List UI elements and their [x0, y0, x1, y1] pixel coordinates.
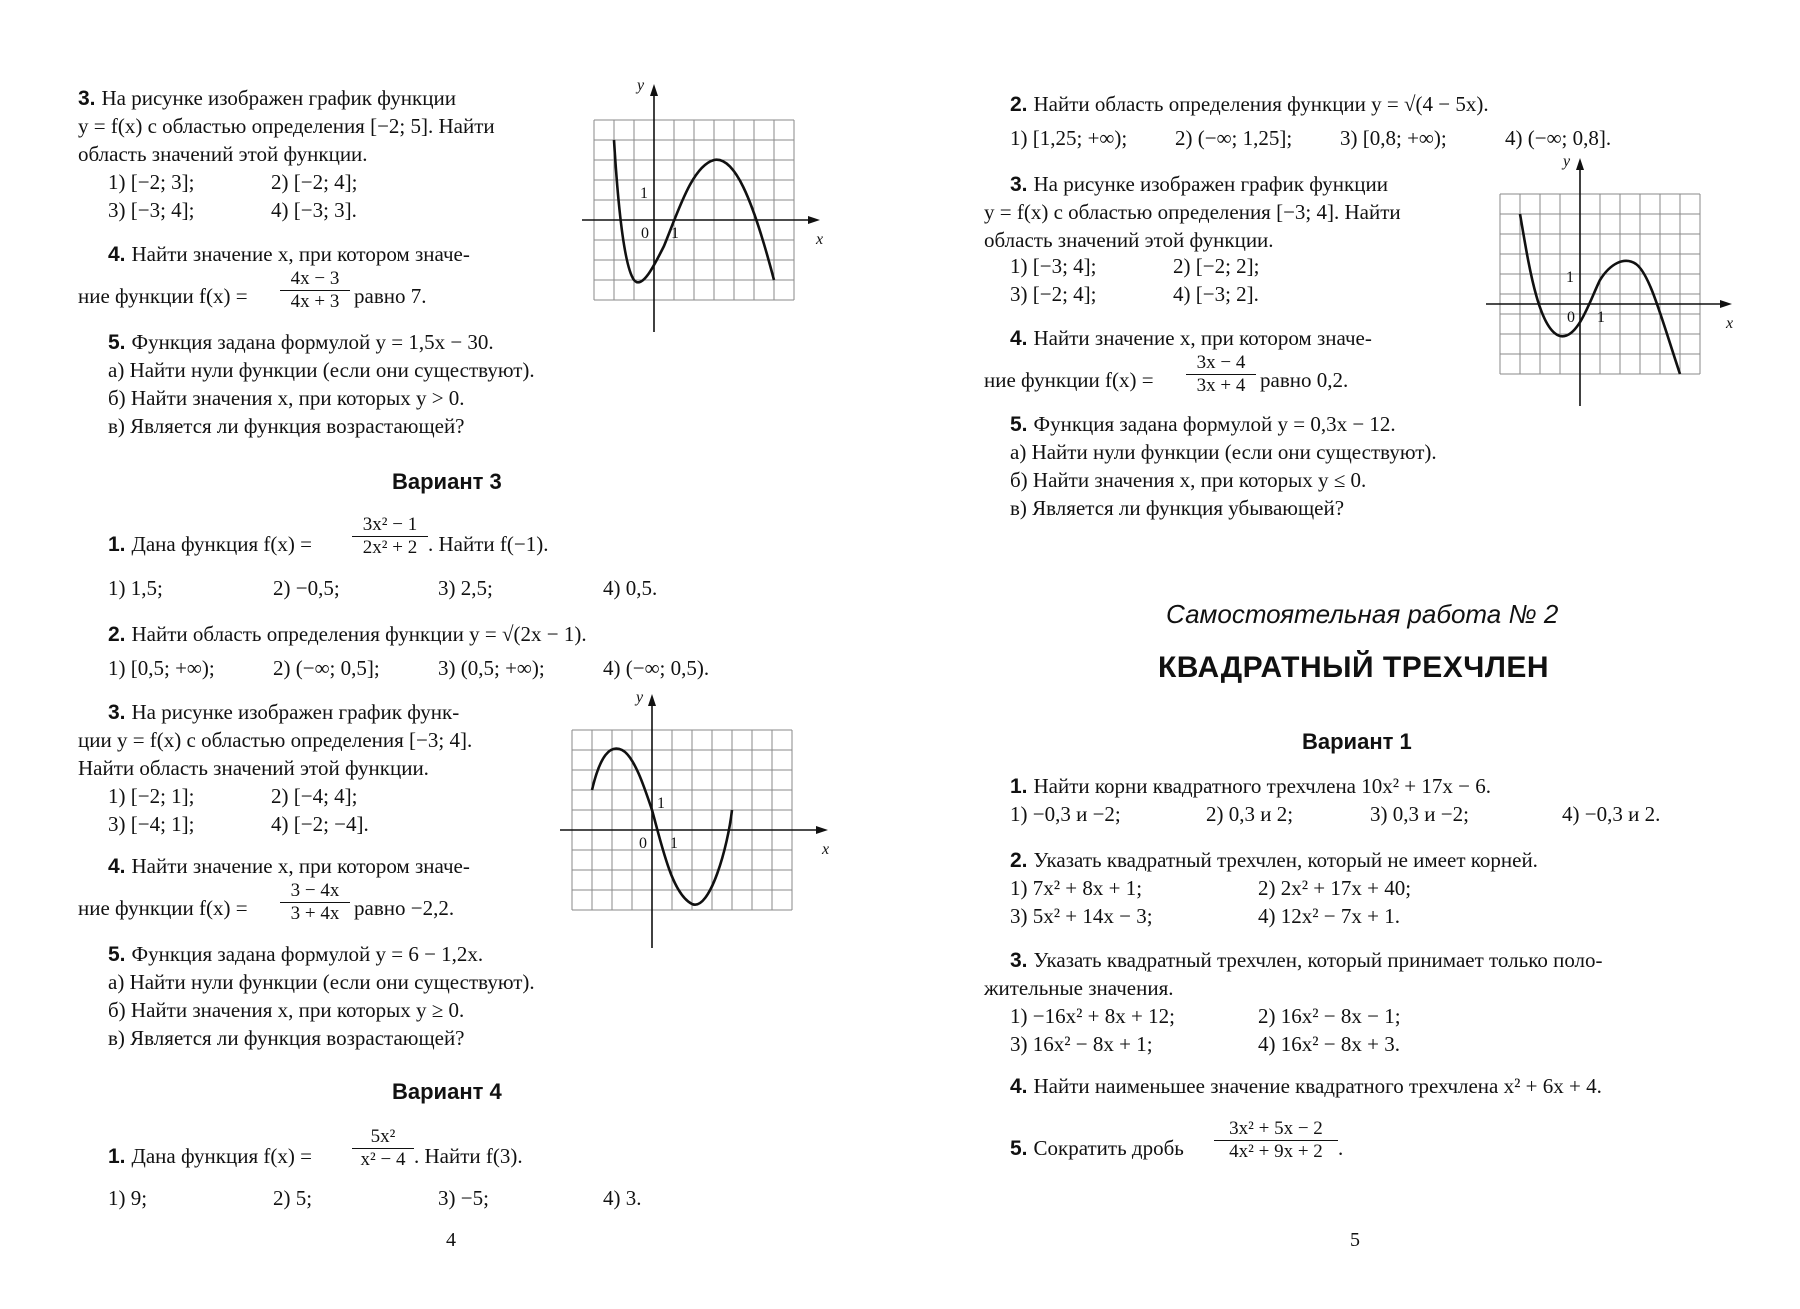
v3-task3-line1 — [108, 698, 459, 727]
x-axis-arrow-icon — [808, 216, 820, 224]
grid — [594, 120, 794, 300]
v3-task3-line2: ции y = f(x) с областью определения [−3; 4]. — [78, 728, 473, 752]
option: 3) 5x² + 14x − 3; — [1010, 904, 1153, 928]
y-axis-arrow-icon — [650, 84, 658, 96]
task-number: 2. — [1010, 849, 1028, 872]
v3-task5-item-a: а) Найти нули функции (если они существуют). — [108, 970, 535, 994]
task5-line1 — [1010, 410, 1396, 439]
v3-task1-prefix — [108, 530, 312, 559]
option: 3) [−3; 4]; — [108, 198, 195, 222]
fraction — [280, 880, 350, 925]
task3-line1 — [78, 84, 456, 113]
v3-task1-suffix: . Найти f(−1). — [428, 532, 549, 556]
fraction — [352, 1126, 414, 1171]
task4-formula-suffix: равно 7. — [354, 284, 427, 308]
task-text: Найти значение x, при котором значе- — [131, 854, 470, 878]
v1-task2-line — [1010, 846, 1538, 875]
fraction — [280, 268, 350, 313]
option: 3) [−4; 1]; — [108, 812, 195, 836]
option: 2) 2x² + 17x + 40; — [1258, 876, 1412, 900]
option: 2) (−∞; 1,25]; — [1175, 126, 1293, 150]
task-text: Найти область определения функции y = √(4 − 5x). — [1033, 92, 1489, 116]
fraction-numerator: 3x − 4 — [1186, 352, 1256, 375]
v1-task1-line — [1010, 772, 1491, 801]
origin-label: 0 — [641, 225, 649, 242]
task3-line2: y = f(x) с областью определения [−3; 4]. Найти — [984, 200, 1401, 224]
task5-item-a: а) Найти нули функции (если они существуют). — [108, 358, 535, 382]
option: 3) [−2; 4]; — [1010, 282, 1097, 306]
task5-item-c: в) Является ли функция убывающей? — [1010, 496, 1345, 520]
task-text: На рисунке изображен график функции — [101, 86, 456, 110]
option: 1) [1,25; +∞); — [1010, 126, 1128, 150]
task-text: Найти корни квадратного трехчлена 10x² + 17x − 6. — [1033, 774, 1491, 798]
fraction-denominator: 4x² + 9x + 2 — [1229, 1141, 1323, 1162]
task3-line1 — [1010, 170, 1388, 199]
task-number: 1. — [108, 533, 126, 556]
option: 4) −0,3 и 2. — [1562, 802, 1661, 826]
option: 2) (−∞; 0,5]; — [273, 656, 380, 680]
y-unit-label: 1 — [1566, 269, 1574, 286]
task-number: 4. — [1010, 1075, 1028, 1098]
section-subtitle: Самостоятельная работа № 2 — [1166, 599, 1559, 629]
variant-heading: Вариант 3 — [392, 469, 502, 494]
task-number: 4. — [1010, 327, 1028, 350]
option: 2) [−2; 4]; — [271, 170, 358, 194]
v3-task4-line1 — [108, 852, 470, 881]
x-unit-label: 1 — [670, 835, 678, 852]
function-graph — [582, 77, 824, 336]
task-text: Дана функция f(x) = — [131, 1144, 312, 1168]
y-unit-label: 1 — [640, 185, 648, 202]
v1-task4-line — [1010, 1072, 1602, 1101]
fraction-denominator: 2x² + 2 — [362, 537, 418, 558]
option: 2) [−4; 4]; — [271, 784, 358, 808]
option: 1) [0,5; +∞); — [108, 656, 215, 680]
option: 2) 5; — [273, 1186, 313, 1210]
option: 2) [−2; 2]; — [1173, 254, 1260, 278]
fraction-denominator: x² − 4 — [360, 1149, 406, 1170]
option: 2) −0,5; — [273, 576, 340, 600]
fraction-numerator: 5x² — [352, 1126, 414, 1149]
v1-task3-line1 — [1010, 946, 1603, 975]
task-number: 1. — [108, 1145, 126, 1168]
task4-formula-prefix: ние функции f(x) = — [78, 284, 248, 308]
task4-line1 — [108, 240, 470, 269]
task-text: Указать квадратный трехчлен, который не имеет корней. — [1033, 848, 1538, 872]
task3-line3: область значений этой функции. — [984, 228, 1274, 252]
task-text: Найти область определения функции y = √(2x − 1). — [131, 622, 587, 646]
task-text: Сократить дробь — [1033, 1136, 1184, 1160]
task-number: 5. — [1010, 1137, 1028, 1160]
option: 1) [−2; 1]; — [108, 784, 195, 808]
option: 3) (0,5; +∞); — [438, 656, 545, 680]
function-graph — [560, 689, 830, 956]
x-axis-label: x — [1726, 315, 1734, 332]
task-text: Указать квадратный трехчлен, который принимает только поло- — [1033, 948, 1603, 972]
task3-line2: y = f(x) с областью определения [−2; 5]. Найти — [78, 114, 495, 138]
task-number: 3. — [1010, 173, 1028, 196]
option: 4) (−∞; 0,5). — [603, 656, 710, 680]
option: 1) 9; — [108, 1186, 148, 1210]
option: 1) 7x² + 8x + 1; — [1010, 876, 1143, 900]
task-number: 4. — [108, 243, 126, 266]
option: 4) 12x² − 7x + 1. — [1258, 904, 1400, 928]
task-number: 3. — [78, 87, 96, 110]
fraction-denominator: 4x + 3 — [290, 291, 340, 312]
option: 1) −0,3 и −2; — [1010, 802, 1121, 826]
v3-task5-item-b: б) Найти значения x, при которых y ≥ 0. — [108, 998, 465, 1022]
function-curve — [592, 749, 732, 905]
x-unit-label: 1 — [1597, 309, 1605, 326]
task-number: 5. — [108, 943, 126, 966]
origin-label: 0 — [1567, 309, 1575, 326]
option: 2) 16x² − 8x − 1; — [1258, 1004, 1401, 1028]
fraction — [1214, 1118, 1338, 1163]
option: 1) [−3; 4]; — [1010, 254, 1097, 278]
task-number: 5. — [108, 331, 126, 354]
y-axis-arrow-icon — [648, 694, 656, 706]
fraction-numerator: 3 − 4x — [280, 880, 350, 903]
x-axis-label: x — [816, 231, 824, 248]
y-axis-label: y — [1563, 153, 1571, 170]
section-title: КВАДРАТНЫЙ ТРЕХЧЛЕН — [1158, 651, 1550, 684]
option: 3) 16x² − 8x + 1; — [1010, 1032, 1153, 1056]
option: 1) [−2; 3]; — [108, 170, 195, 194]
fraction-denominator: 3x + 4 — [1196, 375, 1246, 396]
task5-line1 — [108, 328, 494, 357]
task-number: 1. — [1010, 775, 1028, 798]
task-text: Функция задана формулой y = 0,3x − 12. — [1033, 412, 1396, 436]
option: 4) 3. — [603, 1186, 642, 1210]
fraction-numerator: 3x² − 1 — [352, 514, 428, 537]
task-number: 4. — [108, 855, 126, 878]
option: 4) [−3; 3]. — [271, 198, 357, 222]
v3-task5-item-c: в) Является ли функция возрастающей? — [108, 1026, 465, 1050]
function-graph — [1486, 153, 1736, 410]
y-unit-label: 1 — [657, 795, 665, 812]
v3-task2-line — [108, 620, 587, 649]
task5-item-b: б) Найти значения x, при которых y > 0. — [108, 386, 465, 410]
option: 4) [−3; 2]. — [1173, 282, 1259, 306]
page-number: 5 — [1350, 1229, 1360, 1251]
option: 4) 16x² − 8x + 3. — [1258, 1032, 1400, 1056]
option: 1) 1,5; — [108, 576, 163, 600]
option: 4) [−2; −4]. — [271, 812, 369, 836]
y-axis-arrow-icon — [1576, 158, 1584, 170]
variant-heading: Вариант 4 — [392, 1079, 502, 1104]
option: 4) (−∞; 0,8]. — [1505, 126, 1612, 150]
option: 3) [0,8; +∞); — [1340, 126, 1447, 150]
option: 4) 0,5. — [603, 576, 658, 600]
option: 3) −5; — [438, 1186, 489, 1210]
variant-heading: Вариант 1 — [1302, 729, 1412, 754]
v3-task3-line3: Найти область значений этой функции. — [78, 756, 429, 780]
fraction-numerator: 4x − 3 — [280, 268, 350, 291]
option: 3) 0,3 и −2; — [1370, 802, 1469, 826]
task-number: 5. — [1010, 413, 1028, 436]
v3-task4-formula-suffix: равно −2,2. — [354, 896, 455, 920]
task-number: 2. — [1010, 93, 1028, 116]
task-text: Дана функция f(x) = — [131, 532, 312, 556]
v3-task5-line1 — [108, 940, 483, 969]
page-number: 4 — [446, 1229, 456, 1251]
v1-task3-line2: жительные значения. — [984, 976, 1174, 1000]
v1-task5-suffix: . — [1338, 1136, 1344, 1160]
task5-item-a: а) Найти нули функции (если они существуют). — [1010, 440, 1437, 464]
option: 3) 2,5; — [438, 576, 493, 600]
v1-task5-prefix — [1010, 1134, 1184, 1163]
task2-line — [1010, 90, 1489, 119]
fraction — [352, 514, 428, 559]
task-text: Найти наименьшее значение квадратного трехчлена x² + 6x + 4. — [1033, 1074, 1602, 1098]
task5-item-c: в) Является ли функция возрастающей? — [108, 414, 465, 438]
task-text: На рисунке изображен график функ- — [131, 700, 460, 724]
fraction-numerator: 3x² + 5x − 2 — [1214, 1118, 1338, 1141]
y-axis-label: y — [637, 77, 645, 94]
task-number: 2. — [108, 623, 126, 646]
x-unit-label: 1 — [671, 225, 679, 242]
v4-task1-prefix — [108, 1142, 312, 1171]
task5-item-b: б) Найти значения x, при которых y ≤ 0. — [1010, 468, 1367, 492]
task-text: Найти значение x, при котором значе- — [131, 242, 470, 266]
task4-formula-suffix: равно 0,2. — [1260, 368, 1349, 392]
origin-label: 0 — [639, 835, 647, 852]
fraction-denominator: 3 + 4x — [290, 903, 340, 924]
x-axis-arrow-icon — [816, 826, 828, 834]
y-axis-label: y — [636, 689, 644, 706]
fraction — [1186, 352, 1256, 397]
option: 2) 0,3 и 2; — [1206, 802, 1294, 826]
task3-line3: область значений этой функции. — [78, 142, 368, 166]
option: 1) −16x² + 8x + 12; — [1010, 1004, 1175, 1028]
task-text: На рисунке изображен график функции — [1033, 172, 1388, 196]
v3-task4-formula-prefix: ние функции f(x) = — [78, 896, 248, 920]
x-axis-arrow-icon — [1720, 300, 1732, 308]
task4-line1 — [1010, 324, 1372, 353]
x-axis-label: x — [822, 841, 830, 858]
task-number: 3. — [108, 701, 126, 724]
task4-formula-prefix: ние функции f(x) = — [984, 368, 1154, 392]
task-text: Найти значение x, при котором значе- — [1033, 326, 1372, 350]
task-text: Функция задана формулой y = 6 − 1,2x. — [131, 942, 484, 966]
task-number: 3. — [1010, 949, 1028, 972]
task-text: Функция задана формулой y = 1,5x − 30. — [131, 330, 494, 354]
v4-task1-suffix: . Найти f(3). — [414, 1144, 523, 1168]
